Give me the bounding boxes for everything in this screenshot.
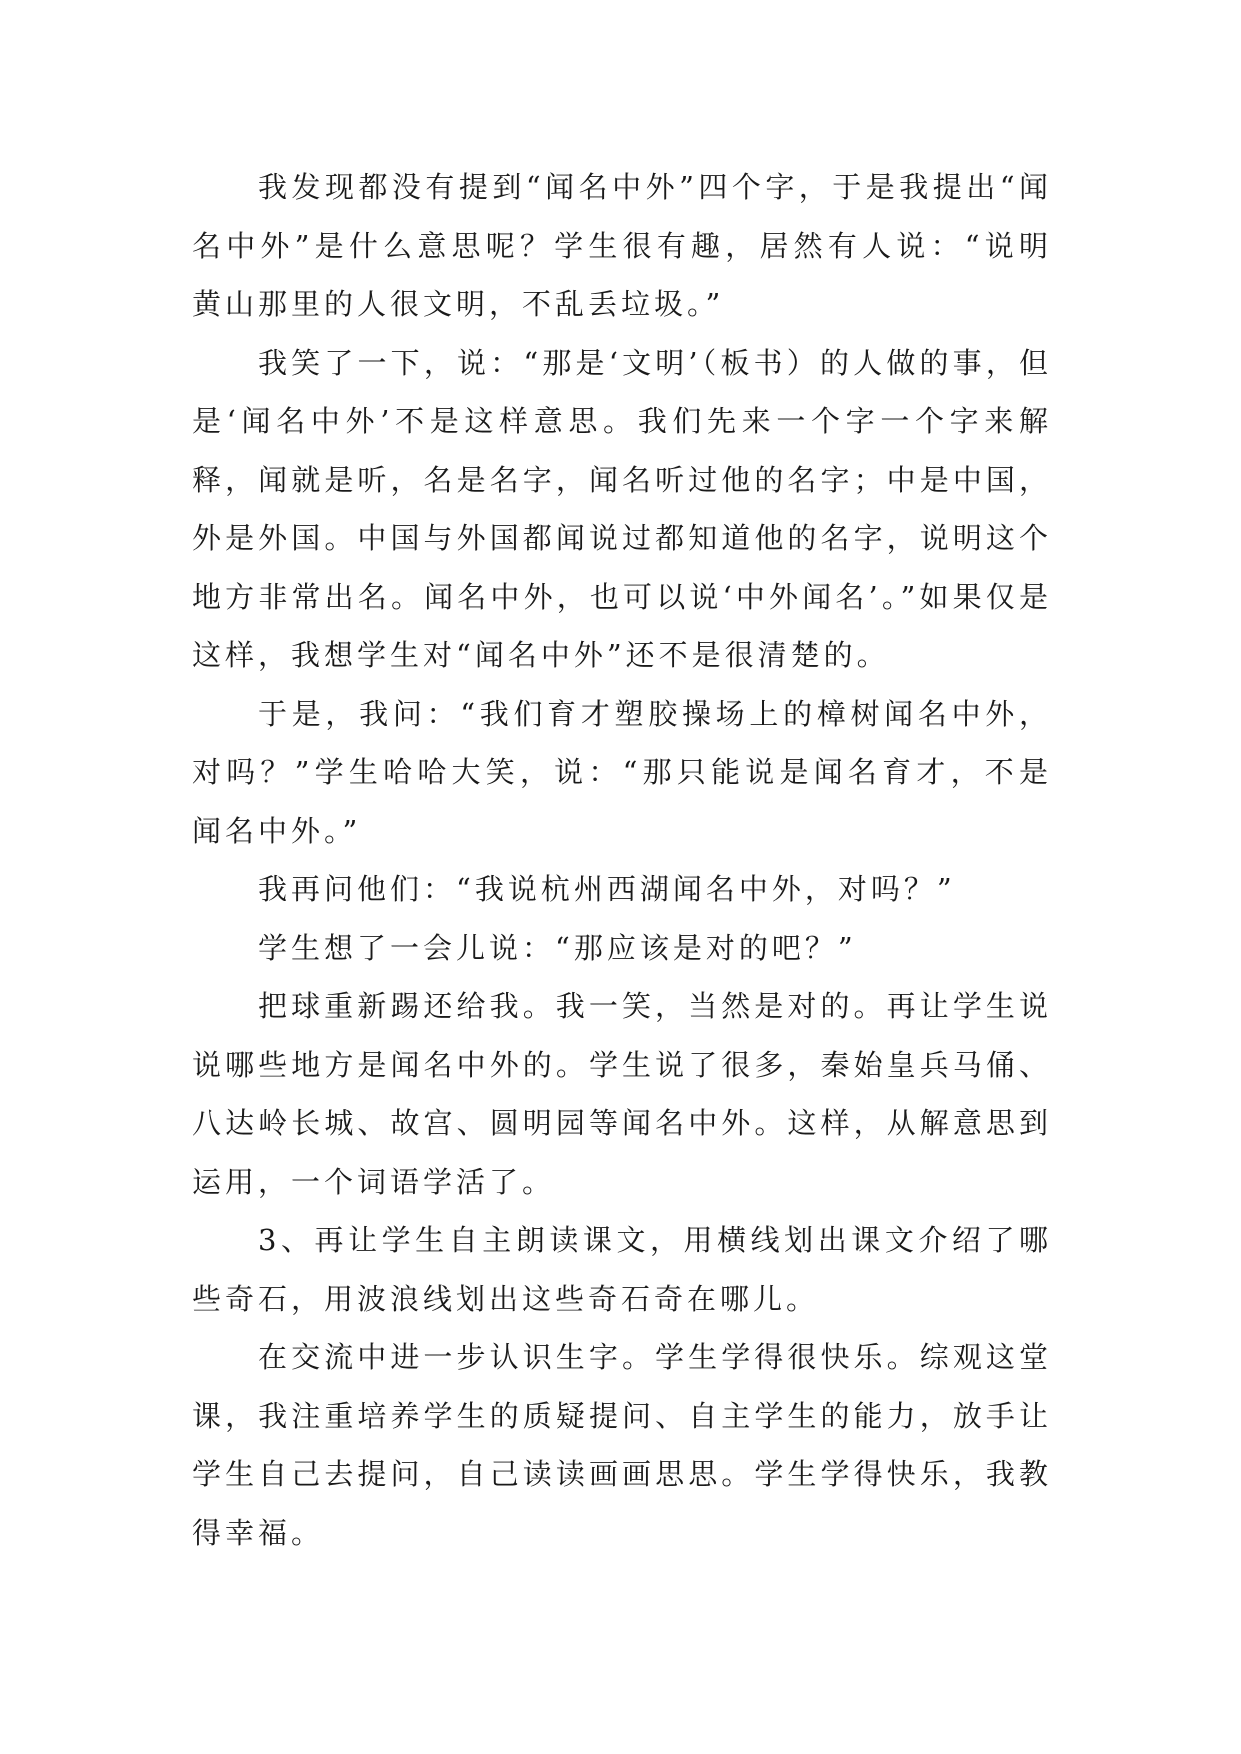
paragraph-3: 于是，我问：“我们育才塑胶操场上的樟树闻名中外，对吗？”学生哈哈大笑，说：“那只能说是闻名育才，不是闻名中外。” (192, 696, 1052, 848)
paragraph-2: 我笑了一下，说：“那是‘文明’（板书）的人做的事，但是‘闻名中外’不是这样意思。我们先来一个字一个字来解释，闻就是听，名是名字，闻名听过他的名字；中是中国，外是外国。中国与外国都闻说过都知道他的名字，说明这个地方非常出名。闻名中外，也可以说‘中外闻名’。”如果仅是这样，我想学生对“闻名中外”还不是很清楚的。 (192, 345, 1052, 672)
paragraph-5: 学生想了一会儿说：“那应该是对的吧？” (258, 930, 857, 965)
paragraph-4: 我再问他们：“我说杭州西湖闻名中外，对吗？” (258, 872, 956, 906)
paragraph-8: 在交流中进一步认识生字。学生学得很快乐。综观这堂课，我注重培养学生的质疑提问、自主学生的能力，放手让学生自己去提问，自己读读画画思思。学生学得快乐，我教得幸福。 (192, 1340, 1052, 1550)
paragraph-1: 我发现都没有提到“闻名中外”四个字，于是我提出“闻名中外”是什么意思呢？学生很有趣，居然有人说：“说明黄山那里的人很文明，不乱丢垃圾。” (192, 170, 1052, 321)
document-body (192, 158, 1052, 1562)
paragraph-7: 3、再让学生自主朗读课文，用横线划出课文介绍了哪些奇石，用波浪线划出这些奇石奇在哪儿。 (192, 1223, 1052, 1316)
paragraph-6: 把球重新踢还给我。我一笑，当然是对的。再让学生说说哪些地方是闻名中外的。学生说了很多，秦始皇兵马俑、八达岭长城、故宫、圆明园等闻名中外。这样，从解意思到运用，一个词语学活了。 (192, 989, 1052, 1199)
